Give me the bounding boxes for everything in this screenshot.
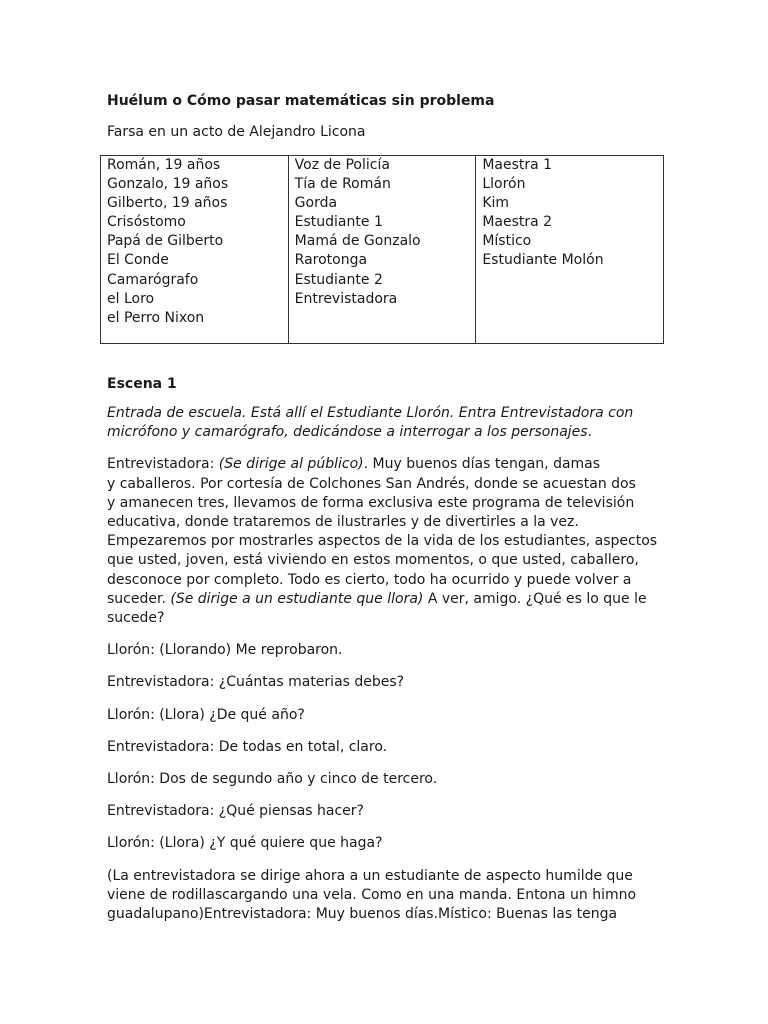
cast-member: Gilberto, 19 años <box>107 195 228 212</box>
stage-direction: (Se dirige al público) <box>218 456 364 473</box>
document-subtitle: Farsa en un acto de Alejandro Licona <box>107 124 366 140</box>
cast-member: Tía de Román <box>294 176 391 193</box>
cast-member: Papá de Gilberto <box>107 233 224 250</box>
dialogue-text: y caballeros. Por cortesía de Colchones San Andrés, donde se acuestan dos <box>107 475 636 492</box>
scene-paragraph <box>107 641 667 660</box>
cast-member: el Loro <box>107 290 155 307</box>
dialogue-text: Llorón: (Llora) ¿De qué año? <box>107 706 305 723</box>
dialogue-text: Entrevistadora: ¿Qué piensas hacer? <box>107 803 364 820</box>
dialogue-text: desconoce por completo. Todo es cierto, todo ha ocurrido y puede volver a <box>107 571 632 588</box>
cast-column-2 <box>288 156 476 344</box>
dialogue-text: Empezaremos por mostrarles aspectos de la vida de los estudiantes, aspectos <box>107 533 658 550</box>
cast-member: El Conde <box>107 252 169 269</box>
cast-column-1 <box>101 156 289 344</box>
text-line <box>107 706 667 725</box>
cast-member: Kim <box>482 195 510 212</box>
cast-member: Entrevistadora <box>294 290 398 307</box>
scene-paragraph <box>107 770 667 789</box>
scene-body <box>107 404 667 937</box>
text-line <box>107 404 667 423</box>
dialogue-text: guadalupano)Entrevistadora: Muy buenos días.Místico: Buenas las tenga <box>107 906 618 923</box>
cast-member: Maestra 2 <box>482 214 553 231</box>
dialogue-text: . <box>587 424 593 441</box>
cast-column-3 <box>476 156 664 344</box>
cast-member: Voz de Policía <box>294 157 390 173</box>
scene-paragraph <box>107 706 667 725</box>
scene-paragraph <box>107 834 667 853</box>
text-line <box>107 455 667 474</box>
scene-paragraph <box>107 673 667 692</box>
cast-member: Gorda <box>294 195 338 212</box>
cast-member: Llorón <box>482 176 526 193</box>
dialogue-text: y amanecen tres, llevamos de forma exclusiva este programa de televisión <box>107 494 635 511</box>
scene-paragraph <box>107 455 667 628</box>
text-line <box>107 802 667 821</box>
dialogue-text: A ver, amigo. ¿Qué es lo que le <box>423 590 647 607</box>
text-line <box>107 886 667 905</box>
text-line <box>107 475 667 494</box>
text-line <box>107 571 667 590</box>
dialogue-text: sucede? <box>107 610 165 627</box>
cast-member: Estudiante Molón <box>482 252 604 269</box>
cast-table <box>100 155 664 344</box>
cast-member: Estudiante 2 <box>294 271 383 288</box>
dialogue-text: Llorón: (Llorando) Me reprobaron. <box>107 642 343 659</box>
text-line <box>107 609 667 628</box>
text-line <box>107 673 667 692</box>
cast-member: Rarotonga <box>294 252 368 269</box>
stage-direction: micrófono y camarógrafo, dedicándose a interrogar a los personajes <box>107 424 588 441</box>
dialogue-text: que usted, joven, está viviendo en estos momentos, o que usted, caballero, <box>107 552 639 569</box>
dialogue-text: suceder. <box>107 590 171 607</box>
dialogue-text: (La entrevistadora se dirige ahora a un estudiante de aspecto humilde que <box>107 867 633 884</box>
scene-paragraph <box>107 867 667 925</box>
text-line <box>107 641 667 660</box>
cast-member: Maestra 1 <box>482 157 553 173</box>
cast-member: el Perro Nixon <box>107 309 205 326</box>
scene-paragraph <box>107 404 667 442</box>
text-line <box>107 738 667 757</box>
stage-direction: Entrada de escuela. Está allí el Estudiante Llorón. Entra Entrevistadora con <box>107 405 634 421</box>
cast-member: Estudiante 1 <box>294 214 383 231</box>
scene-heading: Escena 1 <box>107 376 177 392</box>
scene-paragraph <box>107 802 667 821</box>
text-line <box>107 423 667 442</box>
stage-direction: (Se dirige a un estudiante que llora) <box>170 590 424 607</box>
dialogue-text: Entrevistadora: <box>107 456 219 473</box>
cast-member: Crisóstomo <box>107 214 186 231</box>
text-line <box>107 905 667 924</box>
dialogue-text: viene de rodillascargando una vela. Como en una manda. Entona un himno <box>107 886 637 903</box>
dialogue-text: Entrevistadora: ¿Cuántas materias debes? <box>107 674 405 691</box>
cast-member: Gonzalo, 19 años <box>107 176 229 193</box>
text-line <box>107 590 667 609</box>
dialogue-text: educativa, donde trataremos de ilustrarles y de divertirles a la vez. <box>107 514 579 531</box>
text-line <box>107 513 667 532</box>
dialogue-text: Llorón: Dos de segundo año y cinco de tercero. <box>107 771 438 788</box>
cast-table-row <box>101 156 664 344</box>
dialogue-text: Entrevistadora: De todas en total, claro. <box>107 738 388 755</box>
dialogue-text: . Muy buenos días tengan, damas <box>363 456 601 473</box>
cast-member: Camarógrafo <box>107 271 199 288</box>
dialogue-text: Llorón: (Llora) ¿Y qué quiere que haga? <box>107 835 383 852</box>
cast-member: Místico <box>482 233 532 250</box>
text-line <box>107 834 667 853</box>
text-line <box>107 770 667 789</box>
scene-paragraph <box>107 738 667 757</box>
document-title: Huélum o Cómo pasar matemáticas sin problema <box>107 93 495 109</box>
cast-member: Román, 19 años <box>107 157 221 173</box>
text-line <box>107 532 667 551</box>
cast-member: Mamá de Gonzalo <box>294 233 421 250</box>
text-line <box>107 551 667 570</box>
text-line <box>107 494 667 513</box>
text-line <box>107 867 667 886</box>
